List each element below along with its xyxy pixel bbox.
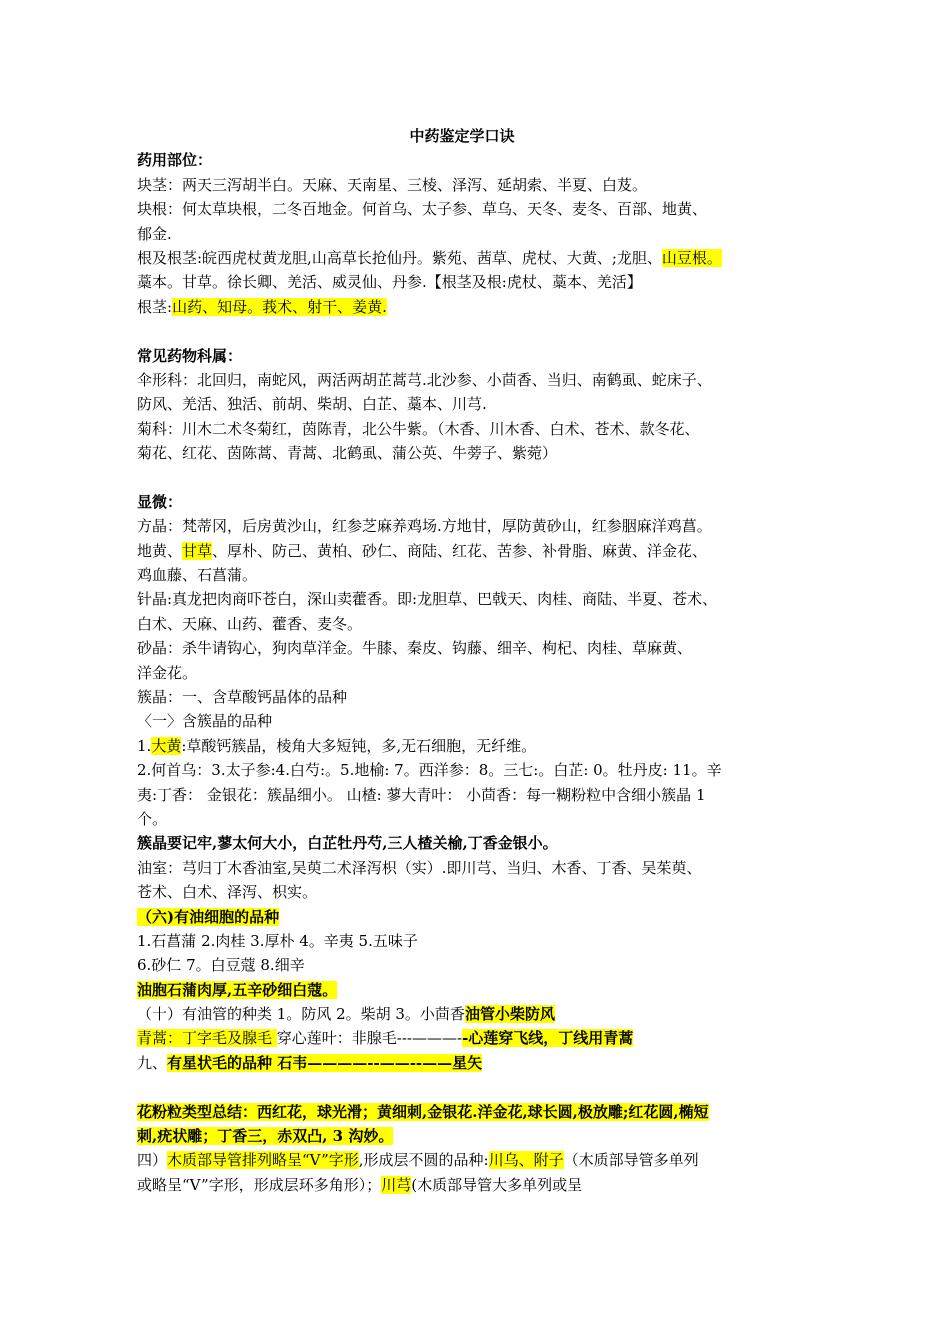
text-line — [137, 1100, 787, 1124]
text-segment: 夷:丁香： 金银花：簇晶细小。 山楂: 蓼大青叶： 小茴香：每一糊粉粒中含细小簇晶 1 — [137, 785, 706, 804]
text-line — [137, 1173, 787, 1197]
text-segment: 四） — [137, 1151, 168, 1170]
blank-line — [137, 319, 787, 343]
text-segment: 九、 — [137, 1053, 168, 1072]
text-segment: ,形成层不圆的品种: — [358, 1151, 489, 1170]
text-segment: 6.砂仁 7。白豆蔻 8.细辛 — [137, 956, 305, 975]
text-segment: 根及根茎:皖西虎杖黄龙胆,山高草长抢仙丹。紫苑、茜草、虎杖、大黄、;龙胆、 — [137, 248, 662, 267]
text-line — [137, 344, 787, 368]
text-line — [137, 758, 787, 782]
highlighted-text: 山豆根。 — [661, 248, 722, 267]
highlighted-text: 花粉粒类型总结：西红花，球光滑；黄细刺,金银花.洋金花,球长圆,极放雕;红花圆,椭短 — [137, 1102, 709, 1121]
highlighted-text: 川芎 — [381, 1175, 412, 1194]
text-line — [137, 173, 787, 197]
text-segment: 穿心莲叶：非腺毛---———- — [276, 1029, 463, 1048]
text-segment: 常见药物科属： — [137, 346, 243, 365]
highlighted-text: 木质部导管排列略呈“V”字形 — [167, 1151, 359, 1170]
text-segment: 藁本。甘草。徐长卿、羌活、威灵仙、丹参.【根茎及根:虎杖、藁本、羌活】 — [137, 273, 642, 292]
text-line — [137, 295, 787, 319]
blank-line — [137, 1075, 787, 1099]
text-segment: 1.石菖蒲 2.肉桂 3.厚朴 4。辛夷 5.五味子 — [137, 931, 418, 950]
text-segment: 簇晶：一、含草酸钙晶体的品种 — [137, 687, 348, 706]
text-segment: 、厚朴、防己、黄柏、砂仁、商陆、红花、苦参、补骨脂、麻黄、洋金花、 — [212, 541, 708, 560]
highlighted-text: 油管小柴防风 — [464, 1005, 555, 1024]
text-line — [137, 514, 787, 538]
text-segment: 油室：芎归丁木香油室,吴萸二术泽泻枳（实）.即川芎、当归、木香、丁香、吴茱萸、 — [137, 858, 702, 877]
text-line — [137, 905, 787, 929]
highlighted-text: 山药、知母。莪术、射干、姜黄. — [172, 297, 387, 316]
text-segment: 郁金. — [137, 224, 172, 243]
highlighted-text: 油胞石蒲肉厚,五辛砂细白蔻。 — [137, 980, 338, 999]
text-segment: 方晶：梵蒂冈，后房黄沙山，红参芝麻养鸡场.方地甘，厚防黄砂山，红参胭麻洋鸡菖。 — [137, 517, 712, 536]
highlighted-text: 有星状毛的品种 石韦————--——--——星矢 — [167, 1053, 483, 1072]
text-line — [137, 612, 787, 636]
text-segment: 地黄、 — [137, 541, 183, 560]
text-line — [137, 246, 787, 270]
text-segment: （十）有油管的种类 1。防风 2。柴胡 3。小茴香 — [137, 1005, 465, 1024]
text-line — [137, 392, 787, 416]
text-line — [137, 685, 787, 709]
highlighted-text: 甘草 — [182, 541, 213, 560]
text-segment: （木质部导管多单列 — [563, 1151, 699, 1170]
text-line — [137, 880, 787, 904]
text-line — [137, 222, 787, 246]
text-segment: 药用部位： — [137, 151, 213, 170]
text-line — [137, 1148, 787, 1172]
text-line — [137, 929, 787, 953]
highlighted-text: -心莲穿飞线，丁线用青蒿 — [462, 1029, 634, 1048]
text-line — [137, 368, 787, 392]
text-segment: 簇晶要记牢,蓼太何大小，白芷牡丹芍,三人楂关榆,丁香金银小。 — [137, 834, 558, 853]
text-line — [137, 441, 787, 465]
text-segment: 个。 — [137, 809, 168, 828]
text-segment: 1. — [137, 736, 152, 755]
text-line — [137, 563, 787, 587]
text-line — [137, 1051, 787, 1075]
text-line — [137, 953, 787, 977]
document-title: 中药鉴定学口诀 — [409, 127, 515, 145]
text-line — [137, 490, 787, 514]
text-segment: 块茎：两天三泻胡半白。天麻、天南星、三棱、泽泻、延胡索、半夏、白芨。 — [137, 175, 648, 194]
text-segment: 防风、羌活、独活、前胡、柴胡、白芷、藁本、川芎. — [137, 395, 487, 414]
text-segment: 鸡血藤、石菖蒲。 — [137, 566, 258, 585]
text-segment: 伞形科：北回归，南蛇风，两活两胡芷蒿芎.北沙参、小茴香、当归、南鹤虱、蛇床子、 — [137, 370, 712, 389]
highlighted-text: 大黄 — [151, 736, 182, 755]
text-line — [137, 148, 787, 172]
text-line — [137, 978, 787, 1002]
text-segment: 菊科：川木二术冬菊红，茵陈青，北公牛紫。（木香、川木香、白术、苍术、款冬花、 — [137, 419, 700, 438]
text-segment: 苍术、白术、泽泻、枳实。 — [137, 883, 318, 902]
text-line — [137, 734, 787, 758]
highlighted-text: 川乌、附子 — [488, 1151, 564, 1170]
text-segment: 菊花、红花、茵陈蒿、青蒿、北鹤虱、蒲公英、牛蒡子、紫菀） — [137, 444, 558, 463]
text-segment: 或略呈“V”字形，形成层环多角形）； — [137, 1175, 382, 1194]
document-body — [137, 124, 787, 1197]
text-line — [137, 539, 787, 563]
highlighted-text: 青蒿：丁字毛及腺毛 — [137, 1029, 277, 1048]
text-line — [137, 661, 787, 685]
text-segment: 白术、天麻、山药、藿香、麦冬。 — [137, 614, 363, 633]
text-line — [137, 807, 787, 831]
text-segment: 根茎: — [137, 297, 173, 316]
text-segment: (木质部导管大多单列或呈 — [411, 1175, 583, 1194]
text-line — [137, 783, 787, 807]
highlighted-text: 刺,疣状雕；丁香三，赤双凸, 3 沟妙。 — [137, 1127, 394, 1146]
text-line — [137, 709, 787, 733]
text-segment: 〈一〉含簇晶的品种 — [137, 712, 273, 731]
text-segment: :草酸钙簇晶，棱角大多短钝，多,无石细胞，无纤维。 — [181, 736, 537, 755]
text-line — [137, 1124, 787, 1148]
text-line — [137, 197, 787, 221]
text-line — [137, 856, 787, 880]
text-line — [137, 1002, 787, 1026]
document-lines — [137, 148, 787, 1197]
highlighted-text: （六)有油细胞的品种 — [137, 907, 280, 926]
text-segment: 显微： — [137, 492, 183, 511]
text-line — [137, 831, 787, 855]
text-line — [137, 1026, 787, 1050]
text-segment: 块根：何太草块根，二冬百地金。何首乌、太子参、草乌、天冬、麦冬、百部、地黄、 — [137, 200, 708, 219]
text-line — [137, 417, 787, 441]
blank-line — [137, 465, 787, 489]
text-segment: 洋金花。 — [137, 663, 198, 682]
text-segment: 2.何首乌：3.太子参:4.白芍:。5.地榆: 7。西洋参：8。三七:。白芷: 0。牡丹皮: 11。辛 — [137, 761, 722, 780]
text-line — [137, 587, 787, 611]
text-line — [137, 270, 787, 294]
text-segment: 针晶:真龙把肉商吓苍白，深山卖藿香。即:龙胆草、巴戟天、肉桂、商陆、半夏、苍术、 — [137, 590, 718, 609]
text-segment: 砂晶：杀牛请钩心，狗肉草洋金。牛膝、秦皮、钩藤、细辛、枸杞、肉桂、草麻黄、 — [137, 639, 693, 658]
text-line — [137, 636, 787, 660]
